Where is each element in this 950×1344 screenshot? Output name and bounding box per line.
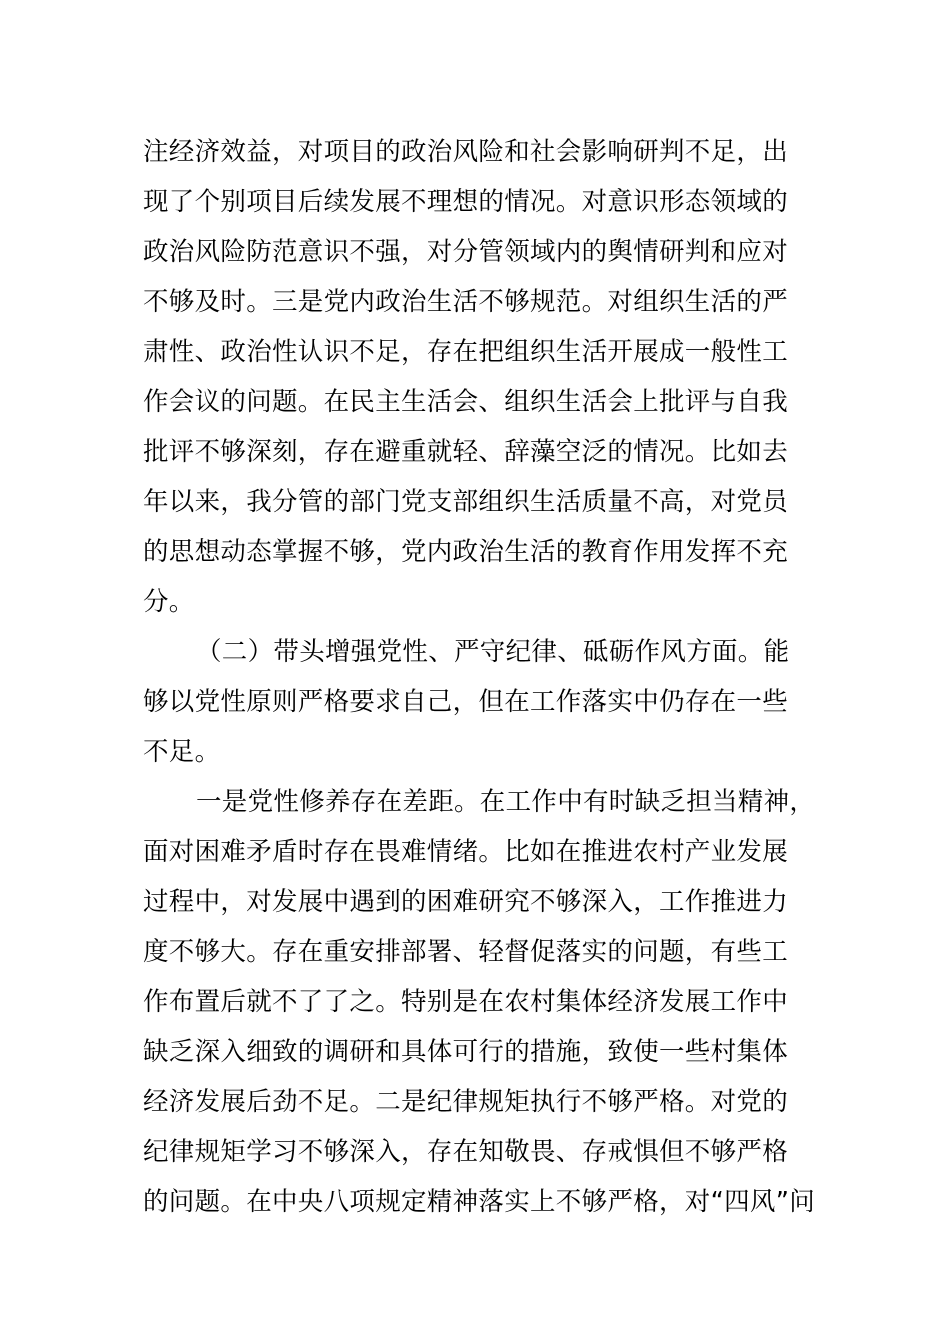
text-line: 缺乏深入细致的调研和具体可行的措施，致使一些村集体 bbox=[143, 1037, 789, 1067]
text-line: 经济发展后劲不足。二是纪律规矩执行不够严格。对党的 bbox=[143, 1087, 789, 1117]
text-line: 作布置后就不了了之。特别是在农村集体经济发展工作中 bbox=[143, 987, 789, 1017]
text-line: 过程中，对发展中遇到的困难研究不够深入，工作推进力 bbox=[143, 887, 789, 917]
text-line: 度不够大。存在重安排部署、轻督促落实的问题，有些工 bbox=[143, 937, 789, 967]
text-line: 不足。 bbox=[143, 737, 221, 767]
text-line: 的问题。在中央八项规定精神落实上不够严格，对“四风”问 bbox=[143, 1187, 816, 1217]
text-line: 面对困难矛盾时存在畏难情绪。比如在推进农村产业发展 bbox=[143, 837, 789, 867]
text-line: 不够及时。三是党内政治生活不够规范。对组织生活的严 bbox=[143, 287, 789, 317]
paragraph-start-line: 一是党性修养存在差距。在工作中有时缺乏担当精神， bbox=[196, 787, 816, 817]
text-line: 现了个别项目后续发展不理想的情况。对意识形态领域的 bbox=[143, 187, 789, 217]
text-line: 的思想动态掌握不够，党内政治生活的教育作用发挥不充 bbox=[143, 537, 789, 567]
text-line: 批评不够深刻，存在避重就轻、辞藻空泛的情况。比如去 bbox=[143, 437, 789, 467]
text-line: 作会议的问题。在民主生活会、组织生活会上批评与自我 bbox=[143, 387, 789, 417]
text-line: 注经济效益，对项目的政治风险和社会影响研判不足，出 bbox=[143, 137, 789, 167]
text-line: 纪律规矩学习不够深入，存在知敬畏、存戒惧但不够严格 bbox=[143, 1137, 789, 1167]
text-line: 年以来，我分管的部门党支部组织生活质量不高，对党员 bbox=[143, 487, 789, 517]
text-line: 肃性、政治性认识不足，存在把组织生活开展成一般性工 bbox=[143, 337, 789, 367]
text-line: 政治风险防范意识不强，对分管领域内的舆情研判和应对 bbox=[143, 237, 789, 267]
text-line: 分。 bbox=[143, 587, 195, 617]
text-line: 够以党性原则严格要求自己，但在工作落实中仍存在一些 bbox=[143, 687, 789, 717]
section-heading-line: （二）带头增强党性、严守纪律、砥砺作风方面。能 bbox=[196, 637, 790, 667]
